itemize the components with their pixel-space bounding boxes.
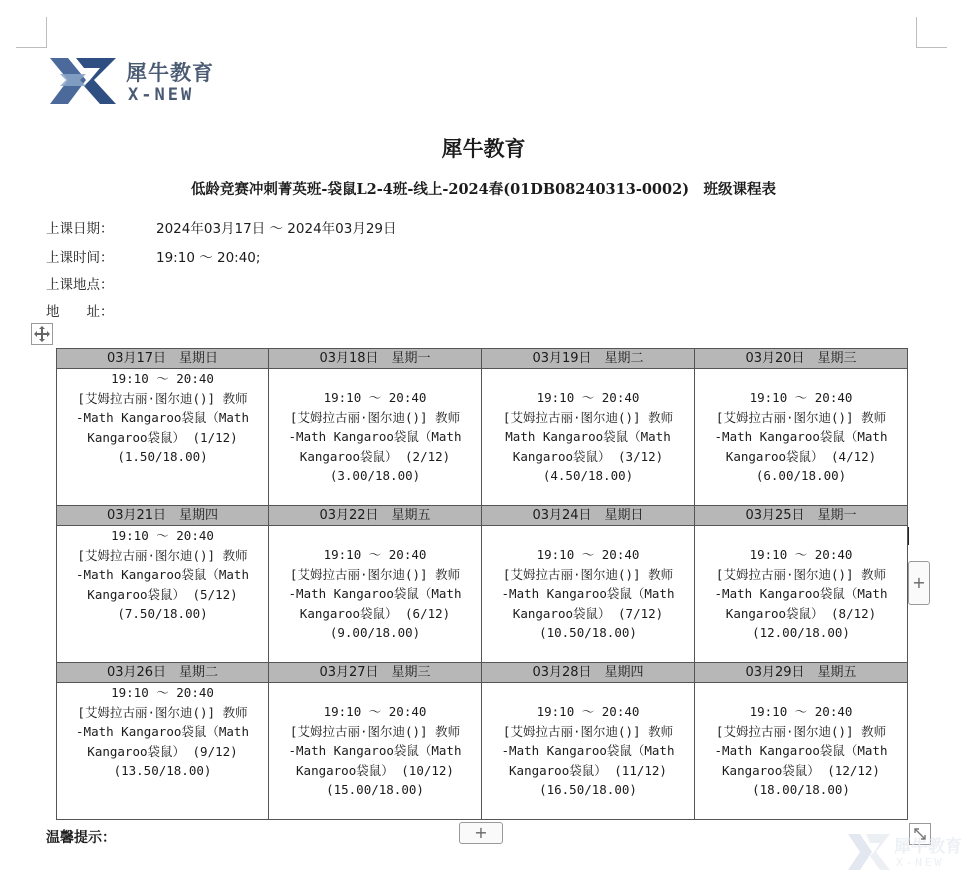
schedule-table (56, 348, 908, 820)
document-title: 低龄竞赛冲刺菁英班-袋鼠L2-4班-线上-2024春(01DB08240313-0002) 班级课程表 (190, 181, 777, 198)
lesson-course: -Math Kangaroo袋鼠（Math (76, 724, 249, 740)
watermark-text: 犀牛教育 (894, 837, 962, 857)
lesson-course: -Math Kangaroo袋鼠（Math (501, 586, 675, 602)
lesson-details (482, 369, 694, 486)
info-label: 上课日期： (46, 221, 114, 237)
lesson-teacher: [艾姆拉古丽·图尔迪()] 教师 (77, 547, 248, 563)
lesson-progress: Kangaroo袋鼠） (5/12) (87, 586, 238, 602)
date-header-cell: 03月21日 星期四 (57, 506, 269, 526)
lesson-teacher: [艾姆拉古丽·图尔迪()] 教师 (502, 566, 674, 582)
table-move-handle[interactable] (31, 323, 53, 345)
lesson-course: -Math Kangaroo袋鼠（Math (288, 429, 462, 445)
lesson-course: -Math Kangaroo袋鼠（Math (501, 743, 675, 759)
lesson-details (695, 526, 907, 643)
schedule-body-row (57, 369, 908, 506)
lesson-cell[interactable] (269, 683, 482, 820)
lesson-hours: (3.00/18.00) (329, 468, 421, 484)
lesson-progress: Kangaroo袋鼠） (4/12) (725, 448, 877, 464)
lesson-teacher: [艾姆拉古丽·图尔迪()] 教师 (502, 409, 674, 425)
lesson-course: -Math Kangaroo袋鼠（Math (714, 429, 888, 445)
date-header-cell: 03月22日 星期五 (269, 506, 482, 526)
org-title: 犀牛教育 (441, 136, 526, 161)
lesson-time: 19:10 ～ 20:40 (111, 528, 214, 543)
lesson-time: 19:10 ～ 20:40 (749, 704, 853, 719)
lesson-cell[interactable] (57, 369, 269, 506)
lesson-details (57, 369, 268, 467)
schedule-body-row (57, 683, 908, 820)
move-icon (32, 324, 52, 344)
watermark-x-icon (846, 830, 892, 874)
lesson-cell[interactable] (695, 369, 908, 506)
lesson-hours: (15.00/18.00) (326, 782, 424, 798)
date-header-cell: 03月27日 星期三 (269, 663, 482, 683)
lesson-teacher: [艾姆拉古丽·图尔迪()] 教师 (77, 704, 248, 720)
lesson-teacher: [艾姆拉古丽·图尔迪()] 教师 (715, 409, 887, 425)
lesson-course: -Math Kangaroo袋鼠（Math (714, 743, 888, 759)
lesson-details (695, 369, 907, 486)
date-header-cell: 03月26日 星期二 (57, 663, 269, 683)
crop-mark-top-left (16, 17, 47, 48)
lesson-details (695, 683, 907, 800)
lesson-details (269, 683, 481, 800)
lesson-progress: Kangaroo袋鼠） (3/12) (512, 448, 664, 464)
lesson-cell[interactable] (482, 526, 695, 663)
date-header-cell: 03月28日 星期四 (482, 663, 695, 683)
lesson-course: -Math Kangaroo袋鼠（Math (76, 410, 249, 426)
tip-label: 温馨提示： (46, 830, 116, 846)
x-logo-icon (46, 52, 118, 108)
lesson-progress: Kangaroo袋鼠） (6/12) (299, 605, 451, 621)
watermark-subtext: X-NEW (896, 856, 945, 869)
lesson-time: 19:10 ～ 20:40 (323, 704, 427, 719)
lesson-progress: Kangaroo袋鼠） (12/12) (722, 762, 880, 778)
lesson-teacher: [艾姆拉古丽·图尔迪()] 教师 (289, 566, 461, 582)
lesson-progress: Kangaroo袋鼠） (11/12) (509, 762, 667, 778)
schedule-header-row (57, 349, 908, 369)
watermark (846, 828, 964, 876)
lesson-time: 19:10 ～ 20:40 (749, 390, 853, 405)
add-column-button[interactable]: + (908, 561, 930, 605)
lesson-cell[interactable] (695, 526, 908, 663)
lesson-details (57, 683, 268, 781)
schedule-body-row (57, 526, 908, 663)
schedule-header-row (57, 506, 908, 526)
lesson-cell[interactable] (695, 683, 908, 820)
lesson-details (269, 526, 481, 643)
date-header-cell: 03月24日 星期日 (482, 506, 695, 526)
lesson-progress: Kangaroo袋鼠） (2/12) (299, 448, 451, 464)
info-value: 2024年03月17日 ～ 2024年03月29日 (156, 221, 397, 237)
lesson-hours: (9.00/18.00) (329, 625, 421, 641)
lesson-progress: Kangaroo袋鼠） (7/12) (512, 605, 664, 621)
lesson-hours: (7.50/18.00) (117, 606, 208, 622)
lesson-time: 19:10 ～ 20:40 (111, 685, 214, 700)
lesson-hours: (18.00/18.00) (752, 782, 850, 798)
lesson-cell[interactable] (269, 526, 482, 663)
date-header-cell: 03月18日 星期一 (269, 349, 482, 369)
lesson-course: -Math Kangaroo袋鼠（Math (288, 743, 462, 759)
lesson-time: 19:10 ～ 20:40 (323, 390, 427, 405)
info-label: 上课时间： (46, 250, 114, 266)
lesson-teacher: [艾姆拉古丽·图尔迪()] 教师 (77, 390, 248, 406)
lesson-hours: (1.50/18.00) (117, 449, 208, 465)
lesson-course: -Math Kangaroo袋鼠（Math (76, 567, 249, 583)
lesson-cell[interactable] (57, 683, 269, 820)
lesson-cell[interactable] (57, 526, 269, 663)
lesson-course: -Math Kangaroo袋鼠（Math (714, 586, 888, 602)
date-header-cell: 03月29日 星期五 (695, 663, 908, 683)
date-header-cell: 03月17日 星期日 (57, 349, 269, 369)
crop-mark-top-right (916, 17, 947, 48)
lesson-cell[interactable] (482, 369, 695, 506)
lesson-teacher: [艾姆拉古丽·图尔迪()] 教师 (715, 723, 887, 739)
lesson-time: 19:10 ～ 20:40 (536, 547, 640, 562)
lesson-course: -Math Kangaroo袋鼠（Math (288, 586, 462, 602)
lesson-time: 19:10 ～ 20:40 (111, 371, 214, 386)
lesson-time: 19:10 ～ 20:40 (536, 390, 640, 405)
lesson-hours: (12.00/18.00) (752, 625, 850, 641)
lesson-details (482, 526, 694, 643)
info-value: 19:10 ～ 20:40; (156, 250, 261, 266)
text-cursor (908, 527, 909, 545)
lesson-hours: (6.00/18.00) (755, 468, 847, 484)
info-label: 上课地点： (46, 277, 114, 293)
lesson-teacher: [艾姆拉古丽·图尔迪()] 教师 (289, 409, 461, 425)
logo-text: 犀牛教育 (126, 61, 214, 85)
logo-subtext: X-NEW (128, 85, 195, 105)
lesson-hours: (13.50/18.00) (113, 763, 212, 779)
lesson-time: 19:10 ～ 20:40 (749, 547, 853, 562)
lesson-cell[interactable] (269, 369, 482, 506)
lesson-cell[interactable] (482, 683, 695, 820)
lesson-details (482, 683, 694, 800)
lesson-progress: Kangaroo袋鼠） (10/12) (296, 762, 454, 778)
lesson-teacher: [艾姆拉古丽·图尔迪()] 教师 (715, 566, 887, 582)
lesson-details (269, 369, 481, 486)
add-row-button[interactable]: + (459, 822, 503, 844)
logo (46, 52, 226, 112)
lesson-hours: (4.50/18.00) (542, 468, 634, 484)
date-header-cell: 03月19日 星期二 (482, 349, 695, 369)
lesson-details (57, 526, 268, 624)
lesson-progress: Kangaroo袋鼠） (9/12) (87, 743, 238, 759)
lesson-time: 19:10 ～ 20:40 (323, 547, 427, 562)
schedule-header-row (57, 663, 908, 683)
date-header-cell: 03月25日 星期一 (695, 506, 908, 526)
lesson-progress: Kangaroo袋鼠） (8/12) (725, 605, 877, 621)
lesson-time: 19:10 ～ 20:40 (536, 704, 640, 719)
info-label: 地 址： (46, 304, 114, 320)
lesson-course: Math Kangaroo袋鼠（Math (505, 429, 671, 445)
lesson-hours: (16.50/18.00) (539, 782, 637, 798)
lesson-teacher: [艾姆拉古丽·图尔迪()] 教师 (502, 723, 674, 739)
date-header-cell: 03月20日 星期三 (695, 349, 908, 369)
lesson-teacher: [艾姆拉古丽·图尔迪()] 教师 (289, 723, 461, 739)
lesson-hours: (10.50/18.00) (539, 625, 637, 641)
lesson-progress: Kangaroo袋鼠） (1/12) (87, 429, 238, 445)
